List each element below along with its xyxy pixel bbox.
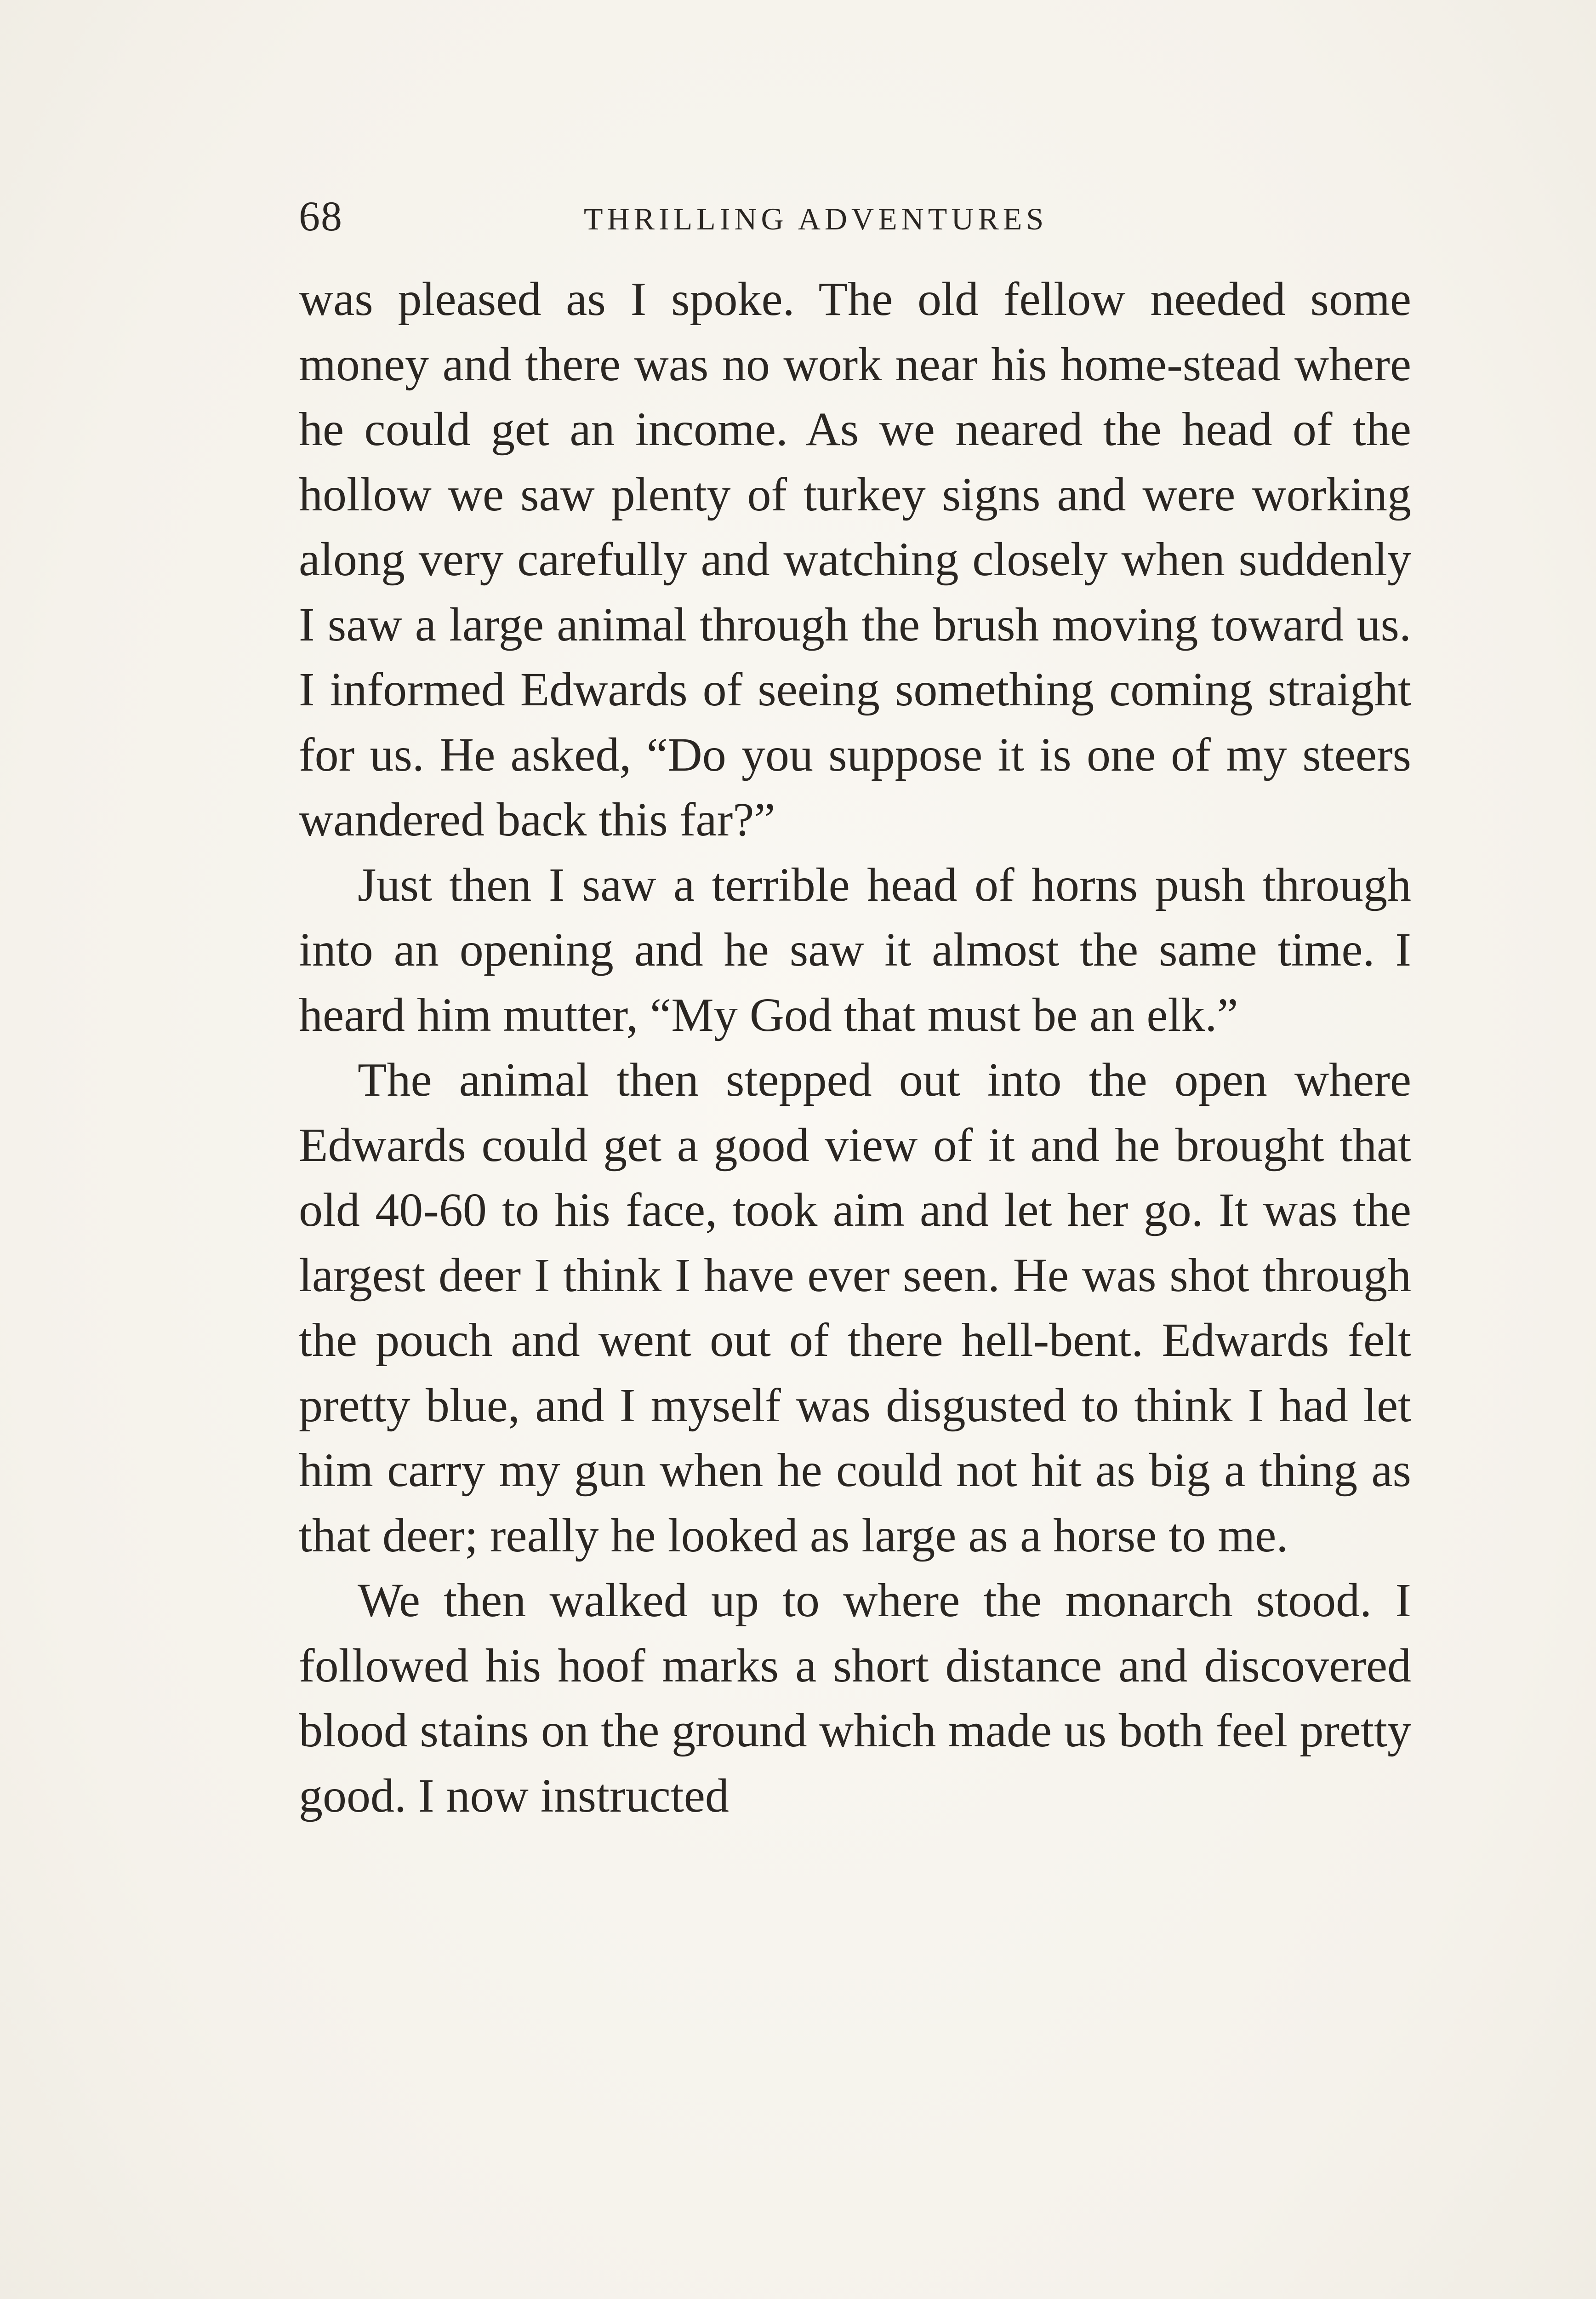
running-head [299, 184, 1411, 248]
paragraph-continued: was pleased as I spoke. The old fellow needed some money and there was no work near his home-stead where he could get an income. As we neared the head of the hollow we saw plenty of turkey signs and were working along very carefully and watching closely when suddenly I saw a large animal through the brush moving toward us. I informed Edwards of seeing something coming straight for us. He asked, “Do you suppose it is one of my steers wandered back this far?” [299, 273, 1411, 846]
paragraph-elk-sighting: Just then I saw a terrible head of horns push through into an opening and he saw it almost the same time. I heard him mutter, “My God that must be an elk.” [299, 858, 1411, 1041]
body-text [299, 267, 1411, 1828]
paragraph-blood-trail: We then walked up to where the monarch stood. I followed his hoof marks a short distance and discovered blood stains on the ground which made us both feel pretty good. I now instructed [299, 1574, 1411, 1822]
paragraph-the-shot: The animal then stepped out into the open where Edwards could get a good view of it and he brought that old 40-60 to his face, took aim and let her go. It was the largest deer I think I have ever seen. He was shot through the pouch and went out of there hell-bent. Edwards felt pretty blue, and I myself was disgusted to think I had let him carry my gun when he could not hit as big a thing as that deer; really he looked as large as a horse to me. [299, 1053, 1411, 1562]
page-number: 68 [299, 193, 343, 240]
book-title: THRILLING ADVENTURES [584, 201, 1048, 236]
